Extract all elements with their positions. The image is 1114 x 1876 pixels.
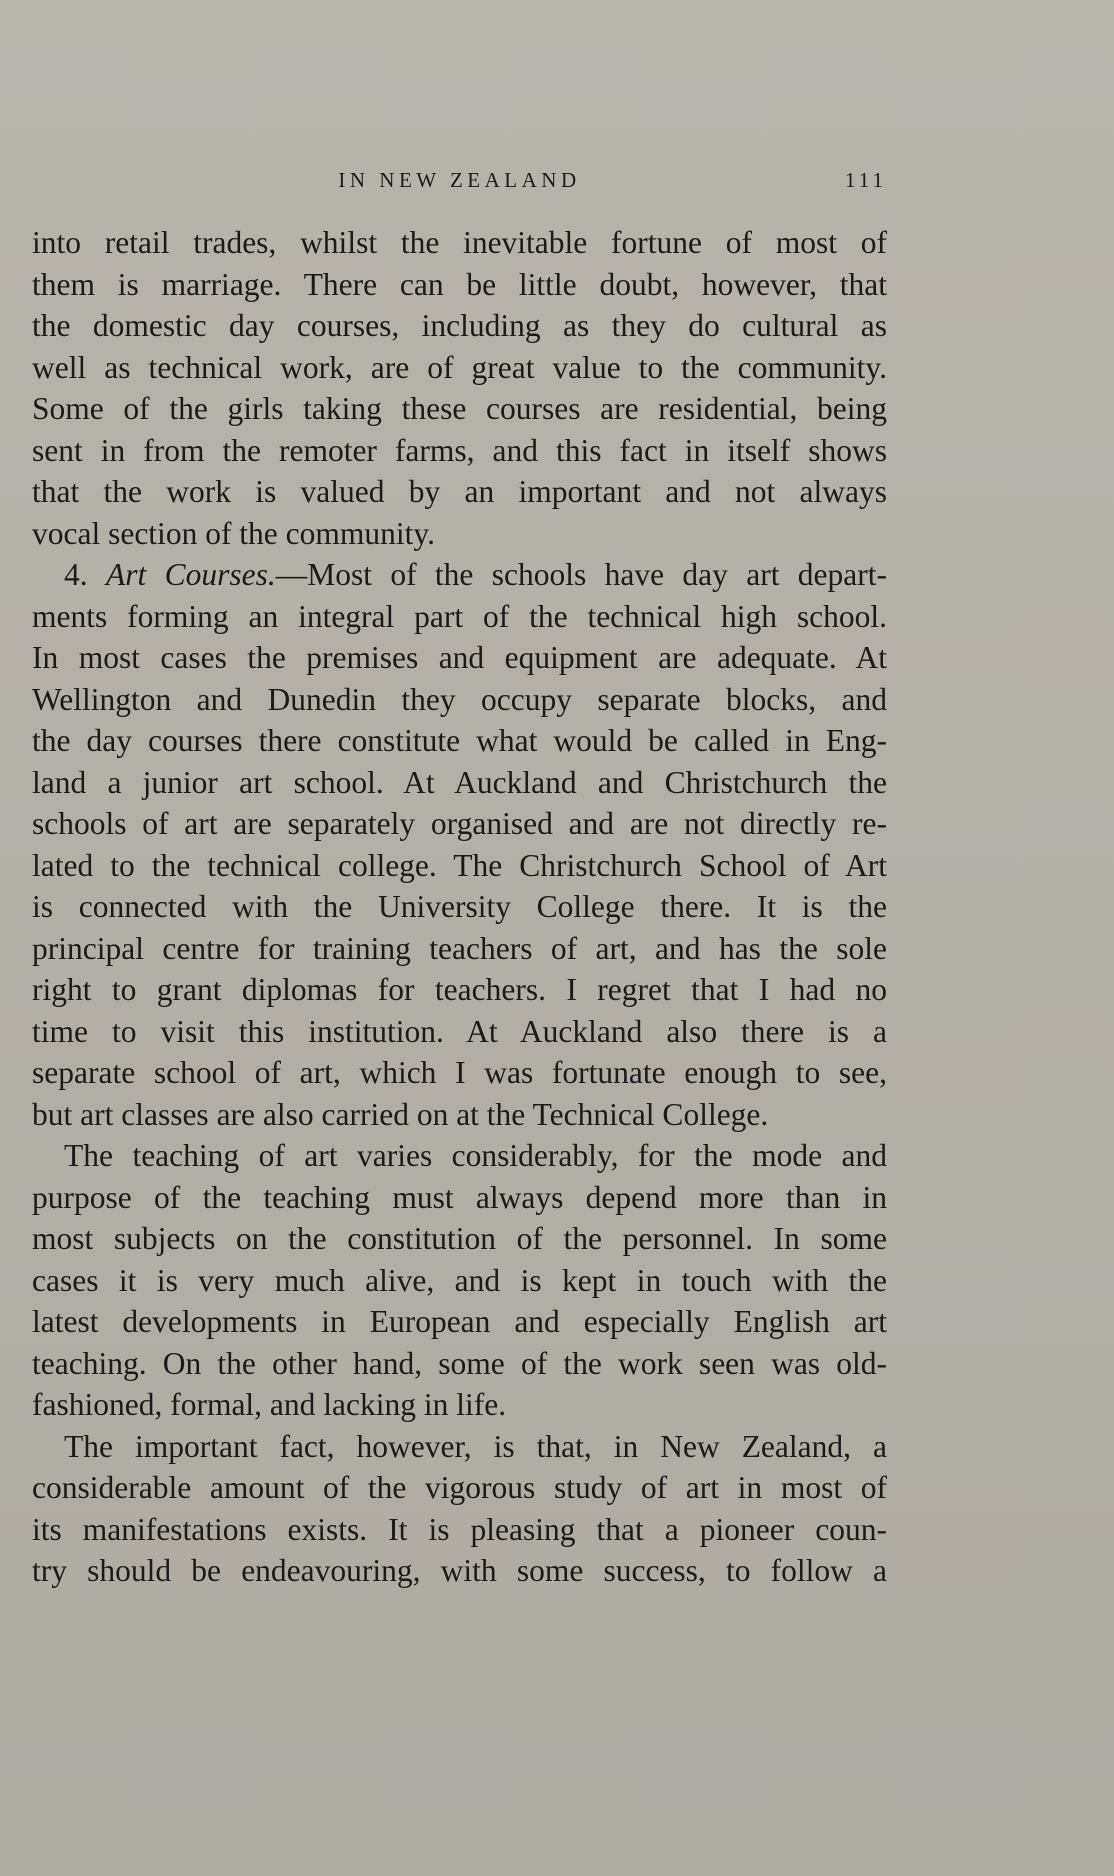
section-number: 4. <box>64 557 88 592</box>
text-line: right to grant diplomas for teachers. I regret that I had no <box>32 972 887 1007</box>
text-line: schools of art are separately organised and are not directly re- <box>32 806 887 841</box>
text-line: that the work is valued by an important and not always <box>32 474 887 509</box>
text-line: them is marriage. There can be little doubt, however, that <box>32 266 887 302</box>
text-line: Wellington and Dunedin they occupy separate blocks, and <box>32 681 887 717</box>
text-line: into retail trades, whilst the inevitable fortune of most of <box>32 225 887 260</box>
running-head <box>32 168 887 198</box>
art-courses-line <box>32 554 887 596</box>
text-line: The teaching of art varies considerably, for the mode and <box>64 1138 887 1173</box>
text-line: considerable amount of the vigorous study of art in most of <box>32 1470 887 1505</box>
text-line: its manifestations exists. It is pleasing that a pioneer coun- <box>32 1511 887 1547</box>
text-line: lated to the technical college. The Christchurch School of Art <box>32 847 887 883</box>
body-text <box>32 222 887 1592</box>
text-line: but art classes are also carried on at the Technical College. <box>32 1096 769 1132</box>
text-line: most subjects on the constitution of the personnel. In some <box>32 1221 887 1256</box>
text-line: is connected with the University College there. It is the <box>32 889 887 924</box>
text-line: the domestic day courses, including as they do cultural as <box>32 308 887 343</box>
text-line: teaching. On the other hand, some of the work seen was old- <box>32 1345 887 1381</box>
text-line: separate school of art, which I was fortunate enough to see, <box>32 1055 887 1090</box>
running-title: IN NEW ZEALAND <box>338 168 581 192</box>
text-line: latest developments in European and especially English art <box>32 1304 887 1339</box>
text-line: well as technical work, are of great value to the community. <box>32 349 887 385</box>
text-line: The important fact, however, is that, in New Zealand, a <box>64 1428 887 1464</box>
text-line: try should be endeavouring, with some success, to follow a <box>32 1553 887 1588</box>
text-line: vocal section of the community. <box>32 515 435 551</box>
text-line: principal centre for training teachers of art, and has the sole <box>32 930 887 966</box>
page-number: 111 <box>845 168 887 192</box>
text-line: Some of the girls taking these courses are residential, being <box>32 391 887 426</box>
text-line: the day courses there constitute what would be called in Eng- <box>32 723 887 758</box>
text-line: In most cases the premises and equipment are adequate. At <box>32 640 887 675</box>
text-line: fashioned, formal, and lacking in life. <box>32 1387 507 1422</box>
text-line: ments forming an integral part of the technical high school. <box>32 598 887 634</box>
section-text: —Most of the schools have day art depart- <box>275 557 888 592</box>
section-heading: Art Courses. <box>105 557 276 592</box>
text-line: purpose of the teaching must always depend more than in <box>32 1179 887 1215</box>
text-line: time to visit this institution. At Auckland also there is a <box>32 1013 887 1049</box>
text-line: land a junior art school. At Auckland and Christchurch the <box>32 764 887 800</box>
text-line: cases it is very much alive, and is kept in touch with the <box>32 1262 887 1298</box>
text-line: sent in from the remoter farms, and this fact in itself shows <box>32 432 887 468</box>
